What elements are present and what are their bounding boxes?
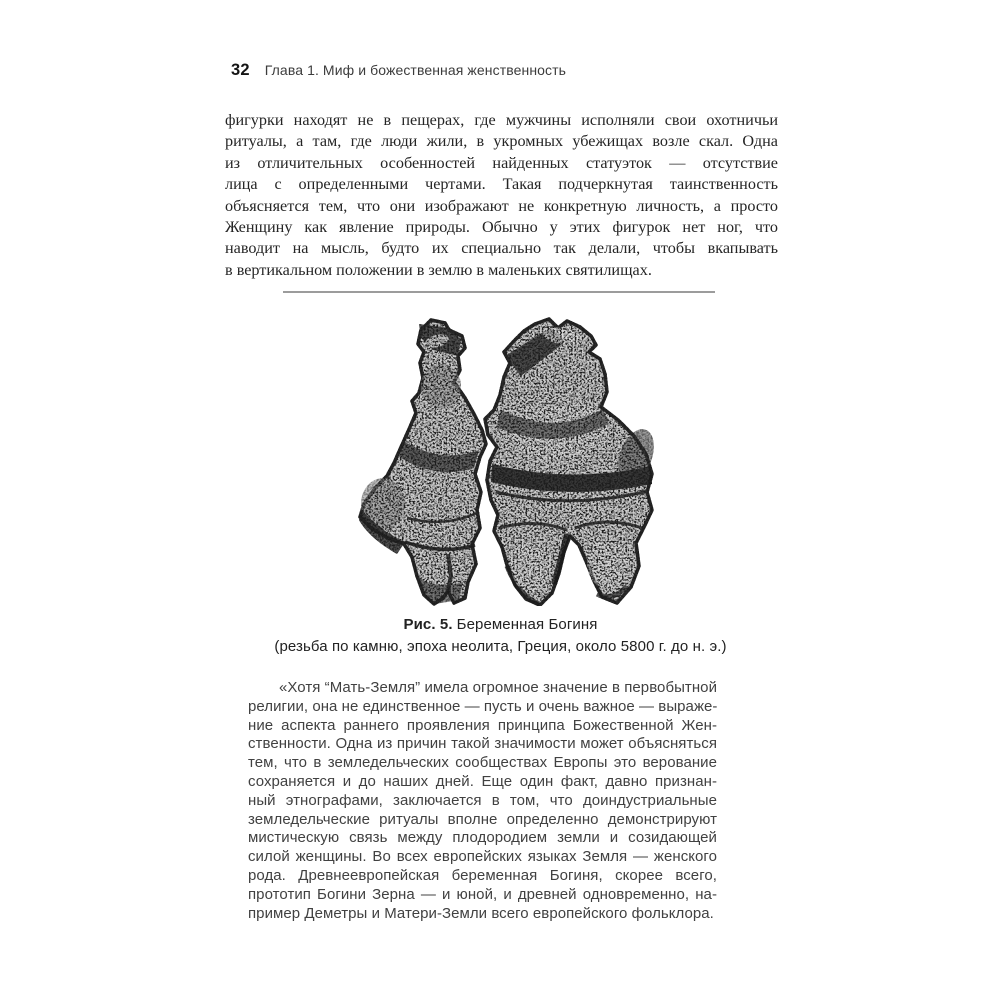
figure-image-goddess-figurines	[355, 314, 665, 606]
text-line: рода. Древнеевропейская беременная Богиня, скорее всего,	[248, 866, 717, 884]
figure-caption-line1	[224, 614, 777, 636]
text-line: наводит на мысль, будто их специально так делали, чтобы вкапывать	[225, 239, 778, 258]
running-header	[231, 61, 566, 80]
section-divider-rule	[283, 291, 715, 293]
figure-caption-title: Беременная Богиня	[456, 616, 598, 633]
text-line: силой женщины. Во всех европейских языках Земля — женского	[248, 848, 717, 866]
text-line: ственности. Одна из причин такой значимости может объясняться	[248, 735, 717, 753]
text-line: в вертикальном положении в землю в маленьких святилищах.	[225, 260, 652, 279]
figurine-side-view	[359, 320, 486, 604]
text-line: Женщину как явление природы. Обычно у этих фигурок нет ног, что	[225, 218, 778, 237]
text-line: лица с определенными чертами. Такая подчеркнутая таинственность	[225, 175, 778, 194]
figure-caption-label: Рис. 5.	[403, 616, 453, 633]
text-line: земледельческие ритуалы вполне определенно демонстрируют	[248, 810, 717, 828]
text-line: ный этнографами, заключается в том, что доиндустриальные	[248, 791, 717, 809]
text-line: пример Деметры и Матери-Земли всего европейского фольклора.	[248, 904, 714, 922]
body-paragraph	[225, 110, 778, 281]
figure-caption-line2: (резьба по камню, эпоха неолита, Греция, около 5800 г. до н. э.)	[274, 637, 727, 655]
figure-caption	[224, 614, 777, 657]
quote-paragraph	[248, 679, 717, 923]
text-line: ритуалы, а там, где люди жили, в укромных убежищах возле скал. Одна	[225, 132, 778, 151]
text-line: «Хотя “Мать-Земля” имела огромное значение в первобытной	[279, 679, 717, 696]
text-line: мистическую связь между плодородием земли и созидающей	[248, 829, 717, 847]
text-line: объясняется тем, что они изображают не конкретную личность, а просто	[225, 196, 778, 215]
text-line: прототип Богини Зерна — и юной, и древней одновременно, на-	[248, 885, 717, 903]
page-number: 32	[231, 61, 250, 79]
figurine-illustration	[355, 314, 665, 606]
text-line: из отличительных особенностей найденных статуэток — отсутствие	[225, 153, 778, 172]
text-line: фигурки находят не в пещерах, где мужчины исполняли свои охотничьи	[225, 111, 778, 129]
text-line: религии, она не единственное — пусть и очень важное — выраже-	[248, 697, 718, 715]
figurine-front-view	[485, 319, 661, 605]
text-line: сохраняется и до наших дней. Еще один факт, давно признан-	[248, 772, 717, 790]
text-line: тем, что в земледельческих сообществах Европы это верование	[248, 754, 717, 772]
chapter-title: Глава 1. Миф и божественная женственность	[264, 62, 567, 78]
text-line: ние аспекта раннего проявления принципа Божественной Жен-	[248, 716, 717, 734]
